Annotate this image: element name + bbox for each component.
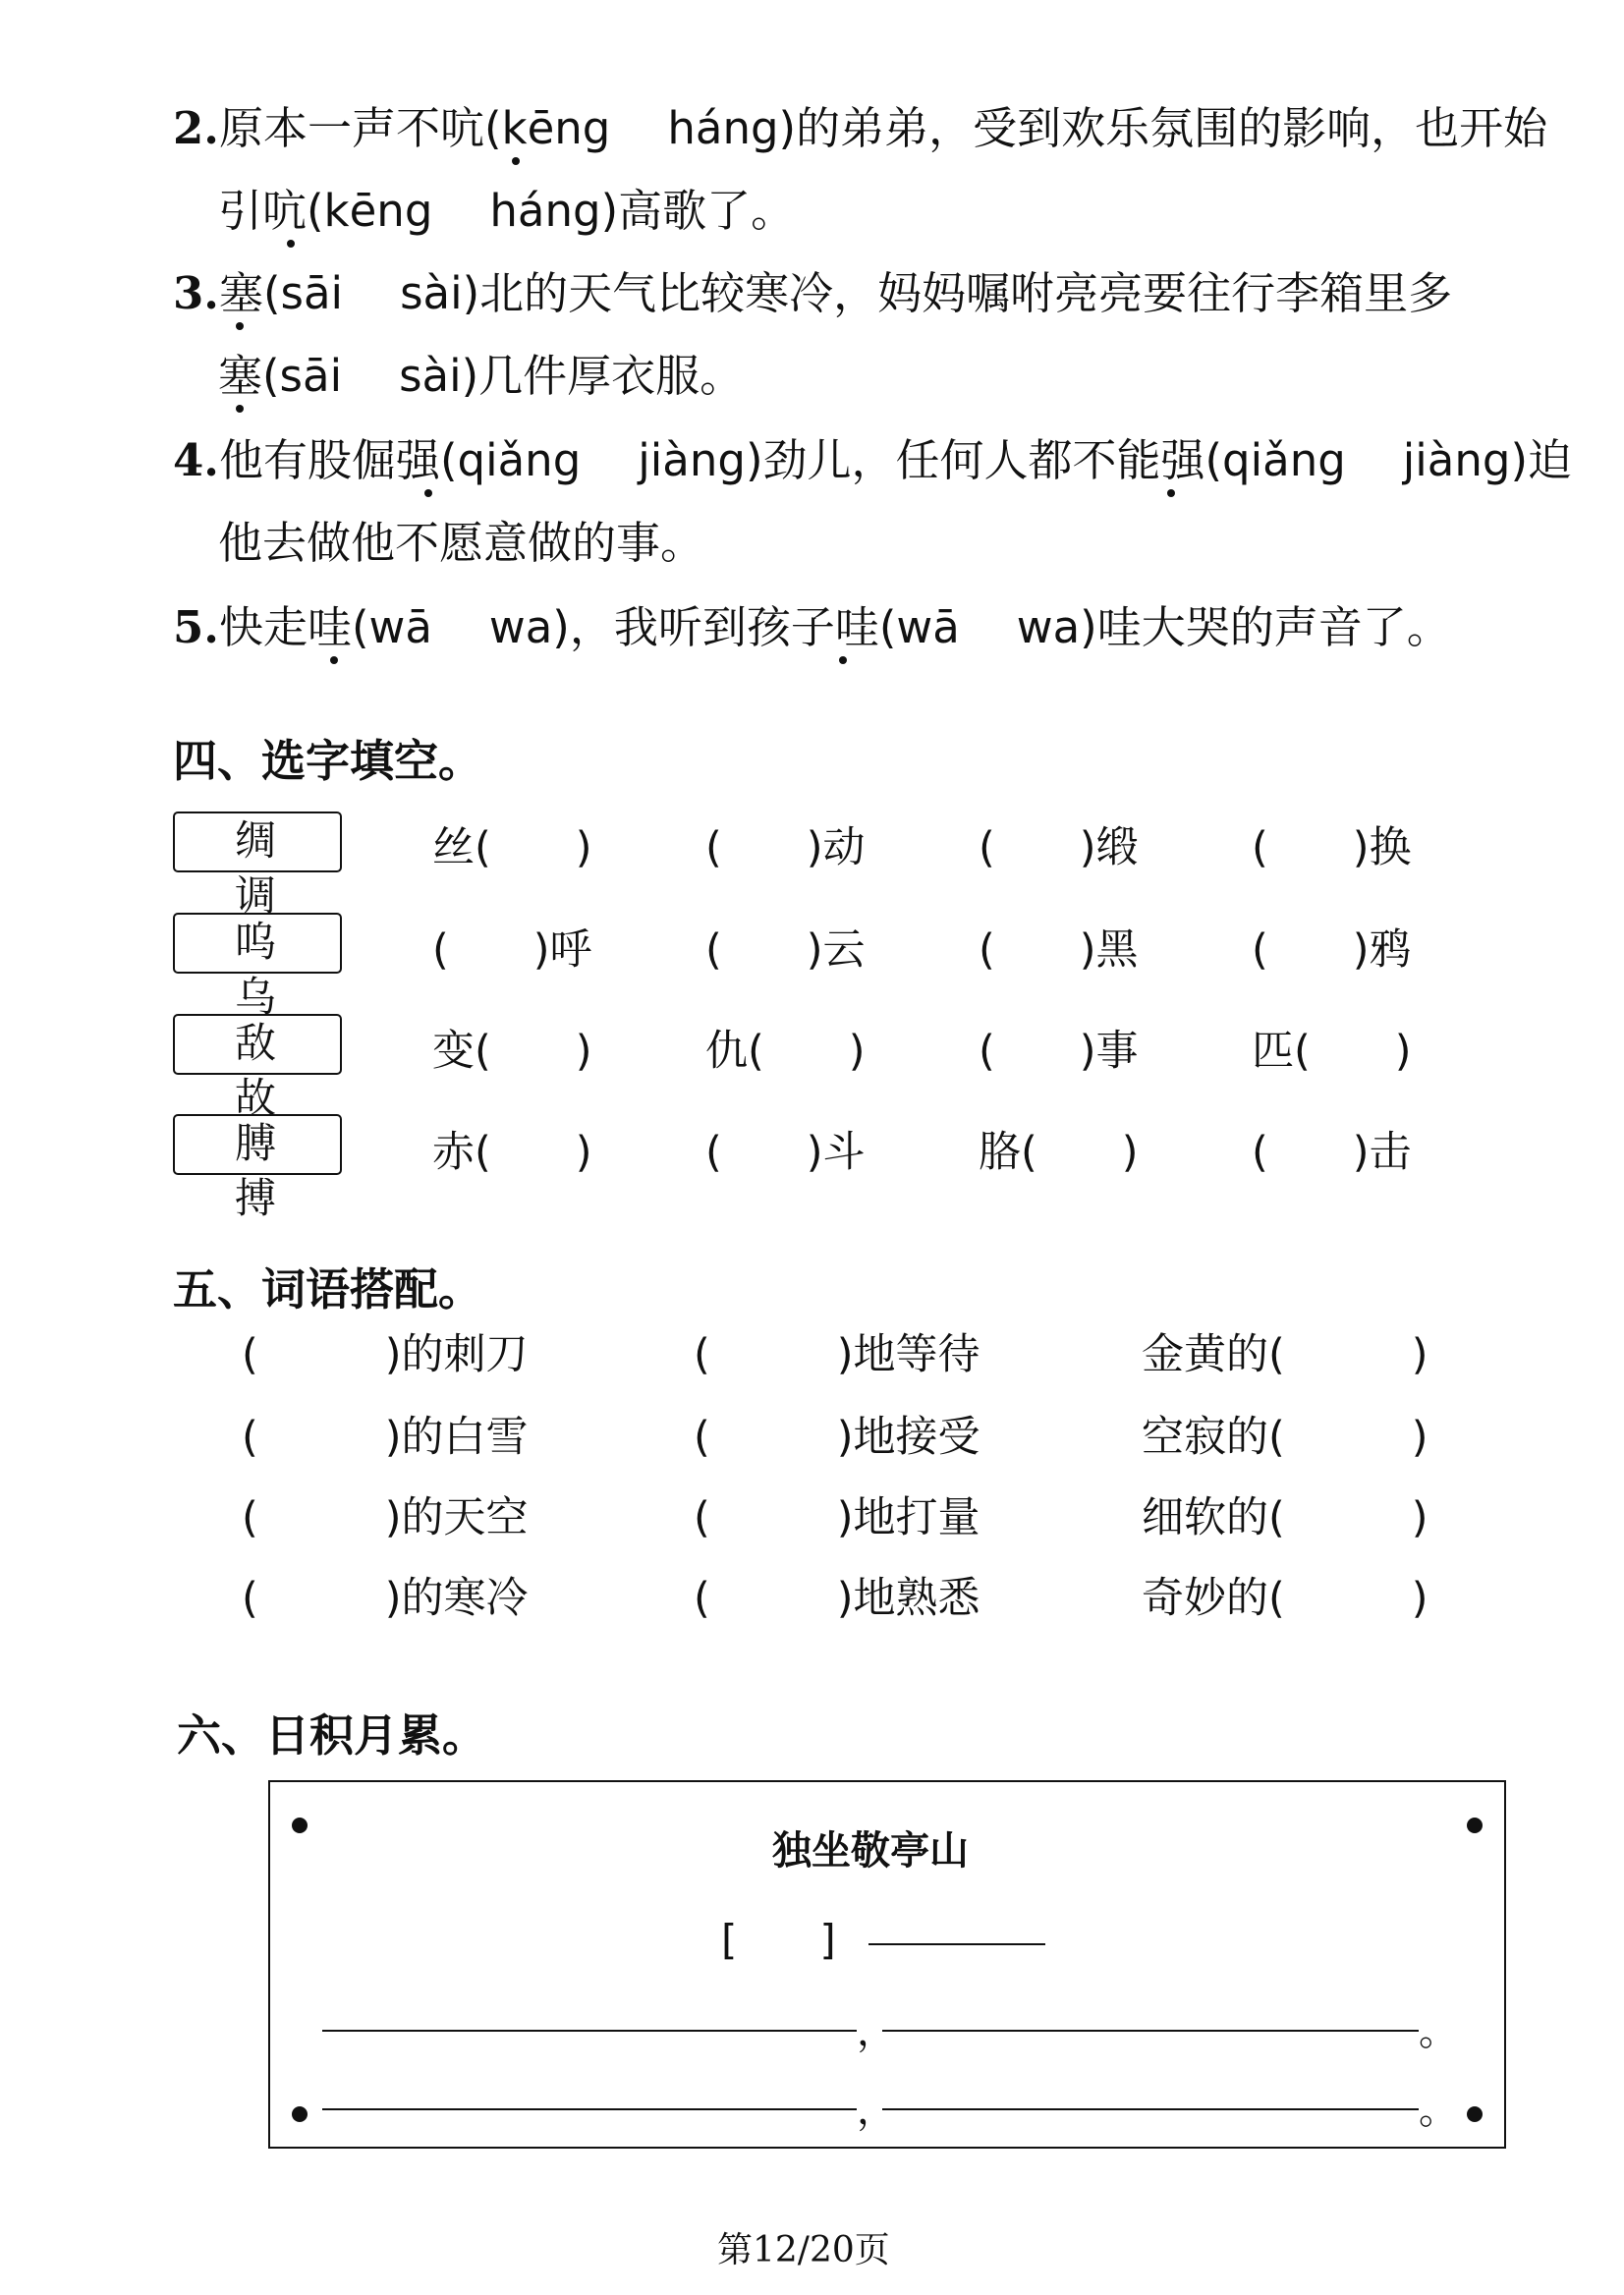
- author-bracket: [ ]: [721, 1916, 836, 1964]
- corner-dot: [292, 2106, 308, 2122]
- question-text: 他有股倔强(qiǎng: [218, 434, 582, 486]
- match-blank: ( )的刺刀: [242, 1330, 529, 1379]
- author-answer-line[interactable]: [868, 1943, 1045, 1945]
- emphasis-dot: [839, 656, 847, 664]
- fill-blank: 变( ): [432, 1027, 592, 1076]
- section-6-title: 六、日积月累。: [177, 1709, 487, 1762]
- corner-dot: [1467, 1818, 1483, 1833]
- question-2-line2: [218, 185, 796, 237]
- poem-title: 独坐敬亭山: [772, 1828, 969, 1874]
- fill-blank: ( )呼: [432, 925, 592, 975]
- match-blank: ( )地熟悉: [694, 1574, 980, 1623]
- question-text: 引吭(kēng: [218, 185, 433, 237]
- fill-blank: 匹( ): [1252, 1027, 1412, 1076]
- emphasis-dot: [236, 322, 244, 330]
- emphasis-dot: [1167, 489, 1175, 497]
- match-blank: ( )的天空: [242, 1493, 529, 1542]
- question-text: sài)北的天气比较寒冷，妈妈嘱咐亮亮要往行李箱里多: [400, 267, 1453, 319]
- section-4-title: 四、选字填空。: [173, 735, 483, 787]
- question-text: 塞(sāi: [218, 267, 344, 319]
- emphasis-dot: [330, 656, 338, 664]
- question-text: 快走哇(wā: [218, 601, 432, 653]
- choice-box: 敌故: [173, 1014, 342, 1075]
- fill-blank: ( )缎: [979, 823, 1139, 872]
- fill-blank: 赤( ): [432, 1128, 592, 1177]
- emphasis-dot: [424, 489, 432, 497]
- match-blank: ( )地打量: [694, 1493, 980, 1542]
- fill-blank: ( )动: [705, 823, 866, 872]
- corner-dot: [292, 1818, 308, 1833]
- poem-answer-line[interactable]: [322, 2108, 857, 2110]
- question-text: 他去做他不愿意做的事。: [218, 517, 705, 569]
- fill-blank: ( )事: [979, 1027, 1139, 1076]
- comma: ，: [857, 2009, 896, 2054]
- emphasis-dot: [287, 240, 295, 248]
- comma: ，: [857, 2088, 896, 2133]
- fill-blank: ( )云: [705, 925, 866, 975]
- fill-blank: 丝( ): [432, 823, 592, 872]
- match-blank: ( )地接受: [694, 1413, 980, 1462]
- question-2: [173, 102, 1548, 154]
- fill-blank: ( )换: [1252, 823, 1412, 872]
- question-text: 原本一声不吭(kēng: [218, 102, 611, 154]
- question-text: sài)几件厚衣服。: [399, 350, 745, 402]
- page-number: 第12/20页: [717, 2230, 890, 2270]
- poem-answer-line[interactable]: [882, 2030, 1419, 2032]
- match-blank: 奇妙的( ): [1142, 1574, 1428, 1623]
- question-4-line2: [218, 517, 705, 569]
- fill-blank: 仇( ): [705, 1027, 866, 1076]
- choice-box: 绸调: [173, 812, 342, 872]
- question-text: háng)高歌了。: [489, 185, 796, 237]
- match-blank: 细软的( ): [1142, 1493, 1428, 1542]
- poem-answer-line[interactable]: [882, 2108, 1419, 2110]
- poem-answer-line[interactable]: [322, 2030, 857, 2032]
- match-blank: 金黄的( ): [1142, 1330, 1428, 1379]
- question-text: háng)的弟弟，受到欢乐氛围的影响，也开始: [667, 102, 1548, 154]
- match-blank: ( )的寒冷: [242, 1574, 529, 1623]
- question-3: [173, 267, 1453, 319]
- question-3-line2: [218, 350, 745, 402]
- fill-blank: ( )击: [1252, 1128, 1412, 1177]
- question-5: [173, 601, 1451, 653]
- fill-blank: 胳( ): [979, 1128, 1139, 1177]
- emphasis-dot: [236, 405, 244, 413]
- section-5-title: 五、词语搭配。: [173, 1263, 483, 1315]
- period: 。: [1419, 2088, 1458, 2133]
- question-number: 4.: [173, 434, 219, 486]
- emphasis-dot: [512, 157, 520, 165]
- corner-dot: [1467, 2106, 1483, 2122]
- question-text: jiàng)劲儿，任何人都不能强(qiǎng: [638, 434, 1346, 486]
- match-blank: ( )地等待: [694, 1330, 980, 1379]
- question-number: 3.: [173, 267, 219, 319]
- fill-blank: ( )黑: [979, 925, 1139, 975]
- match-blank: ( )的白雪: [242, 1413, 529, 1462]
- fill-blank: ( )鸦: [1252, 925, 1412, 975]
- question-text: jiàng)迫: [1402, 434, 1573, 486]
- question-text: wa)哇大哭的声音了。: [1016, 601, 1451, 653]
- choice-box: 膊搏: [173, 1114, 342, 1175]
- question-text: wa)，我听到孩子哇(wā: [488, 601, 960, 653]
- period: 。: [1419, 2009, 1458, 2054]
- question-text: 塞(sāi: [218, 350, 343, 402]
- choice-box: 呜乌: [173, 913, 342, 974]
- question-number: 2.: [173, 102, 219, 154]
- question-4: [173, 434, 1573, 486]
- match-blank: 空寂的( ): [1142, 1413, 1428, 1462]
- question-number: 5.: [173, 601, 219, 653]
- fill-blank: ( )斗: [705, 1128, 866, 1177]
